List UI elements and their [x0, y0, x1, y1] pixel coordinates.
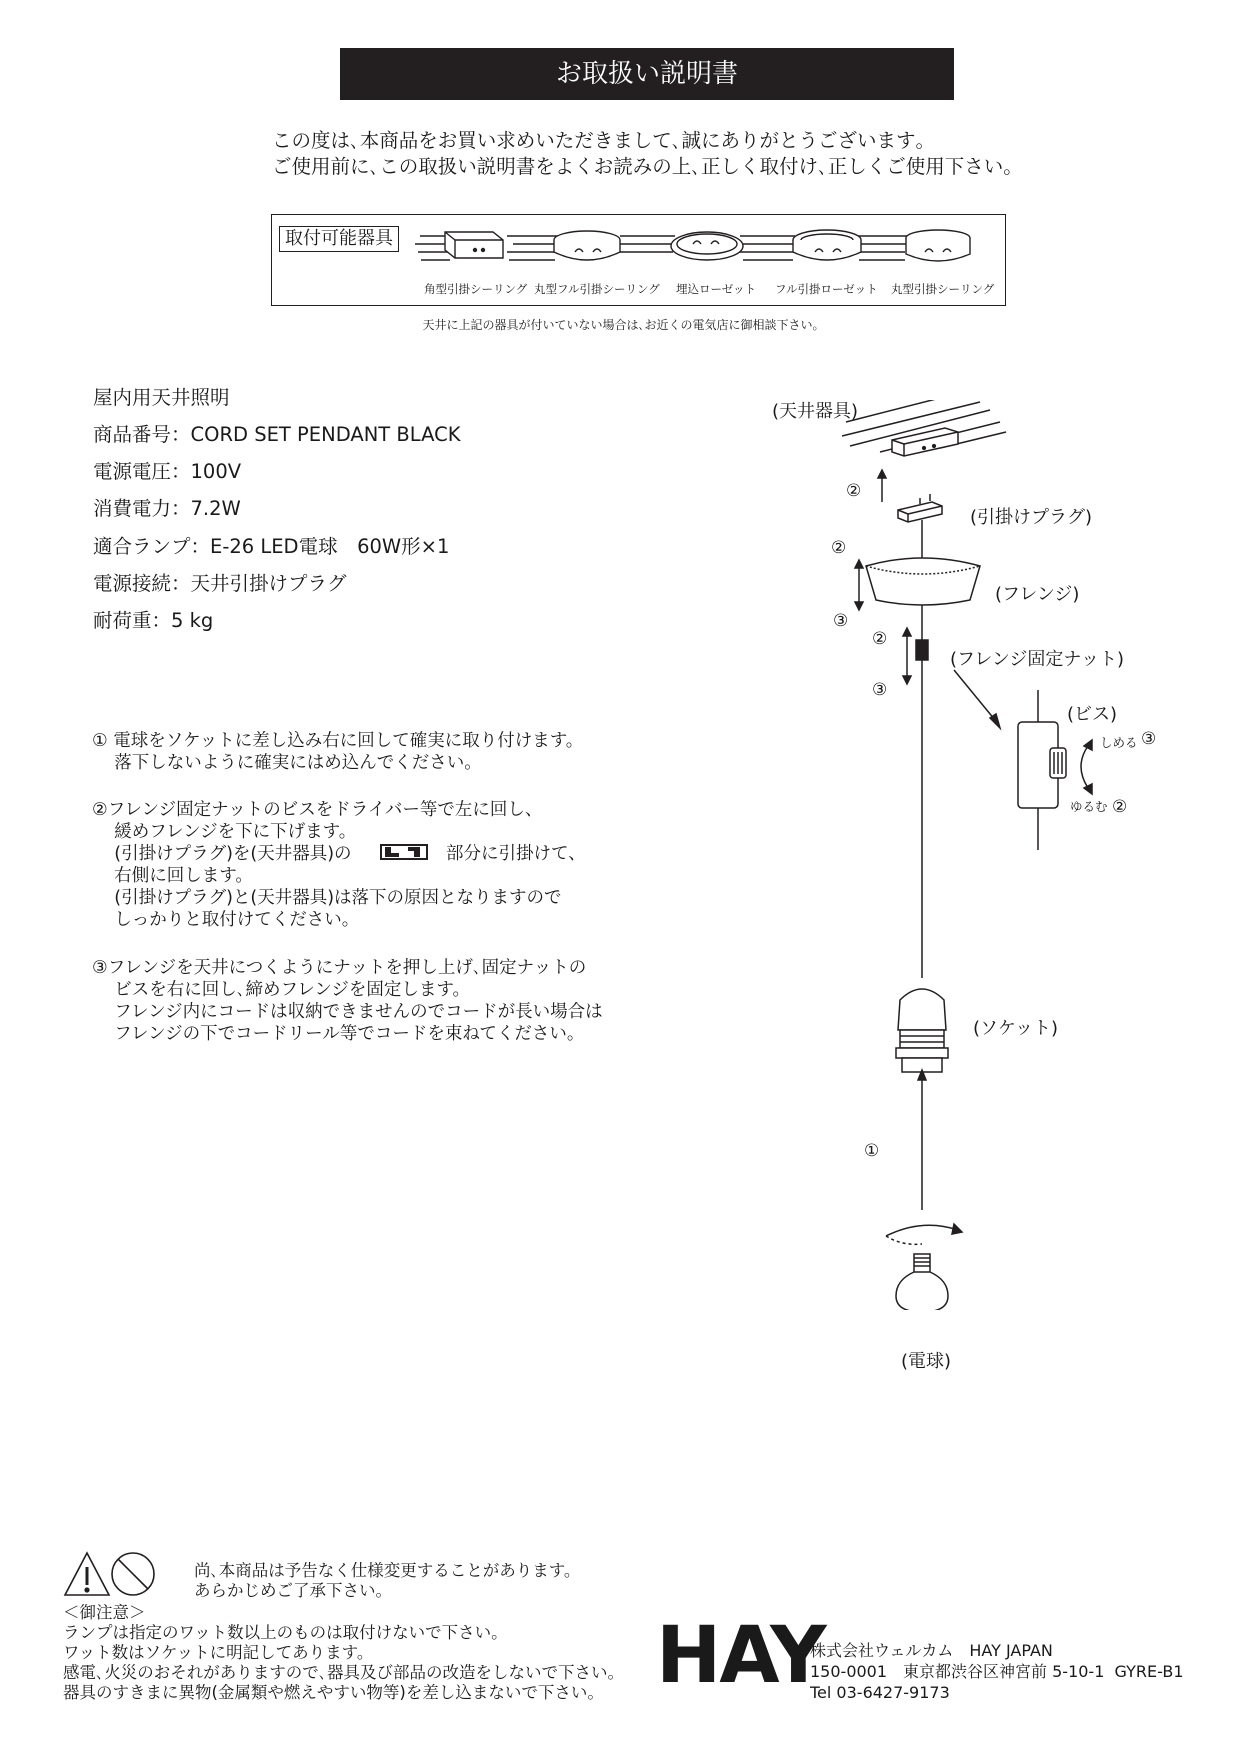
bulb-icon: [896, 1254, 948, 1310]
spec-product-number: 商品番号：CORD SET PENDANT BLACK: [93, 423, 461, 446]
round-full-ceiling-icon: [554, 231, 620, 260]
intro-text: [272, 128, 1013, 180]
spec-power: 消費電力：7.2W: [93, 497, 241, 520]
fixture-name-square: 角型引掛シーリング: [424, 282, 528, 296]
spec-connection: 電源接続：天井引掛けプラグ: [93, 572, 347, 595]
marker-3-screw: ③: [1141, 729, 1157, 749]
step-2-part-a: ②フレンジ固定ナットのビスをドライバー等で左に回し、 緩めフレンジを下に下げます。 (引掛けプラグ)を(天井器具)の: [92, 800, 543, 864]
fixtures-note: 天井に上記の器具が付いていない場合は､お近くの電気店に御相談下さい｡: [422, 318, 819, 332]
marker-3-nut: ③: [872, 680, 888, 700]
notice-text: [194, 1561, 580, 1601]
assembly-diagram: [830, 400, 1130, 1310]
label-loosen: ゆるむ: [1070, 799, 1108, 814]
step-3: ③フレンジを天井につくようにナットを押し上げ､固定ナットの ビスを右に回し､締めフレンジを固定します。 フレンジ内にコードは収納できませんのでコードが長い場合は フレンジの下でコードリール等でコードを束ねてください。: [92, 958, 603, 1044]
fixture-name-round-full: 丸型フル引掛シーリング: [534, 282, 660, 296]
step-1: ① 電球をソケットに差し込み右に回して確実に取り付けます。 落下しないように確実にはめ込んでください。: [92, 731, 584, 773]
marker-3-flange: ③: [833, 611, 849, 631]
spec-load: 耐荷重：5 kg: [93, 609, 214, 632]
marker-2-screw: ②: [1112, 797, 1128, 817]
zoomed-nut-icon: [1018, 690, 1066, 850]
rotate-arrow: [1081, 746, 1088, 788]
caution-text: ランプは指定のワット数以上のものは取付けないで下さい。 ワット数はソケットに明記してあります。 感電､火災のおそれがありますので､器具及び部品の改造をしないで下さい。 器具のすきまに異物(金属類や燃えやすい物等)を差し込まないで下さい。: [63, 1623, 624, 1702]
warning-icons: [63, 1551, 159, 1599]
compatible-fixtures-label: 取付可能器具: [279, 226, 399, 252]
spec-voltage: 電源電圧：100V: [93, 460, 242, 483]
socket-icon: [896, 989, 948, 1072]
notice-line-2: あらかじめご了承下さい。: [194, 1581, 392, 1600]
company-info: 株式会社ウェルカム HAY JAPAN 150-0001 東京都渋谷区神宮前 5-10-1 GYRE-B1 Tel 03-6427-9173: [810, 1641, 1184, 1702]
fixture-name-embedded-rosette: 埋込ローゼット: [676, 282, 757, 296]
document-title: お取扱い説明書: [340, 48, 954, 100]
round-ceiling-icon: [906, 230, 970, 261]
bulb-rotate-arrow: [886, 1225, 958, 1236]
label-tighten: しめる: [1100, 735, 1138, 750]
flange-icon: [866, 558, 980, 605]
label-flange: (フレンジ): [995, 584, 1080, 605]
marker-1-bulb: ①: [864, 1141, 880, 1161]
fixture-name-round: 丸型引掛シーリング: [891, 282, 995, 296]
intro-line-2: ご使用前に､この取扱い説明書をよくお読みの上､正しく取付け､正しくご使用下さい｡: [272, 155, 1014, 178]
zoom-arrow: [954, 670, 995, 720]
spec-usage: 屋内用天井照明: [93, 386, 230, 409]
notice-line-1: 尚､本商品は予告なく仕様変更することがあります。: [194, 1561, 581, 1580]
full-rosette-icon: [793, 230, 861, 260]
label-flange-nut: (フレンジ固定ナット): [950, 649, 1125, 670]
caution-heading: ＜御注意＞: [63, 1603, 146, 1622]
prohibited-icon: [112, 1553, 154, 1595]
label-screw: (ビス): [1067, 704, 1118, 725]
label-socket: (ソケット): [973, 1018, 1058, 1039]
fixtures-illustration: [415, 222, 1000, 280]
embedded-rosette-icon: [671, 232, 743, 260]
marker-2-nut: ②: [872, 629, 888, 649]
up-arrow-head: [878, 470, 886, 478]
hay-logo: HAY: [656, 1611, 825, 1701]
ceiling-plug-icon: [898, 494, 942, 522]
step-2-part-c: 右側に回します。 (引掛けプラグ)と(天井器具)は落下の原因となりますので しっかりと取付けてください。: [114, 866, 562, 930]
square-ceiling-icon: [445, 232, 503, 258]
label-ceiling-plug: (引掛けプラグ): [970, 507, 1093, 528]
fixture-name-full-rosette: フル引掛ローゼット: [775, 282, 878, 296]
marker-2-flange: ②: [831, 538, 847, 558]
flange-nut: [916, 640, 928, 660]
label-bulb: (電球): [901, 1351, 952, 1372]
intro-line-1: この度は､本商品をお買い求めいただきまして､誠にありがとうございます｡: [272, 129, 926, 152]
hook-slot-icon: [380, 844, 428, 860]
label-ceiling-fixture: (天井器具): [772, 401, 859, 422]
step-2-part-b: 部分に引掛けて、: [446, 844, 586, 864]
marker-2-top: ②: [846, 481, 862, 501]
spec-lamp: 適合ランプ：E-26 LED電球 60W形×1: [93, 535, 450, 558]
